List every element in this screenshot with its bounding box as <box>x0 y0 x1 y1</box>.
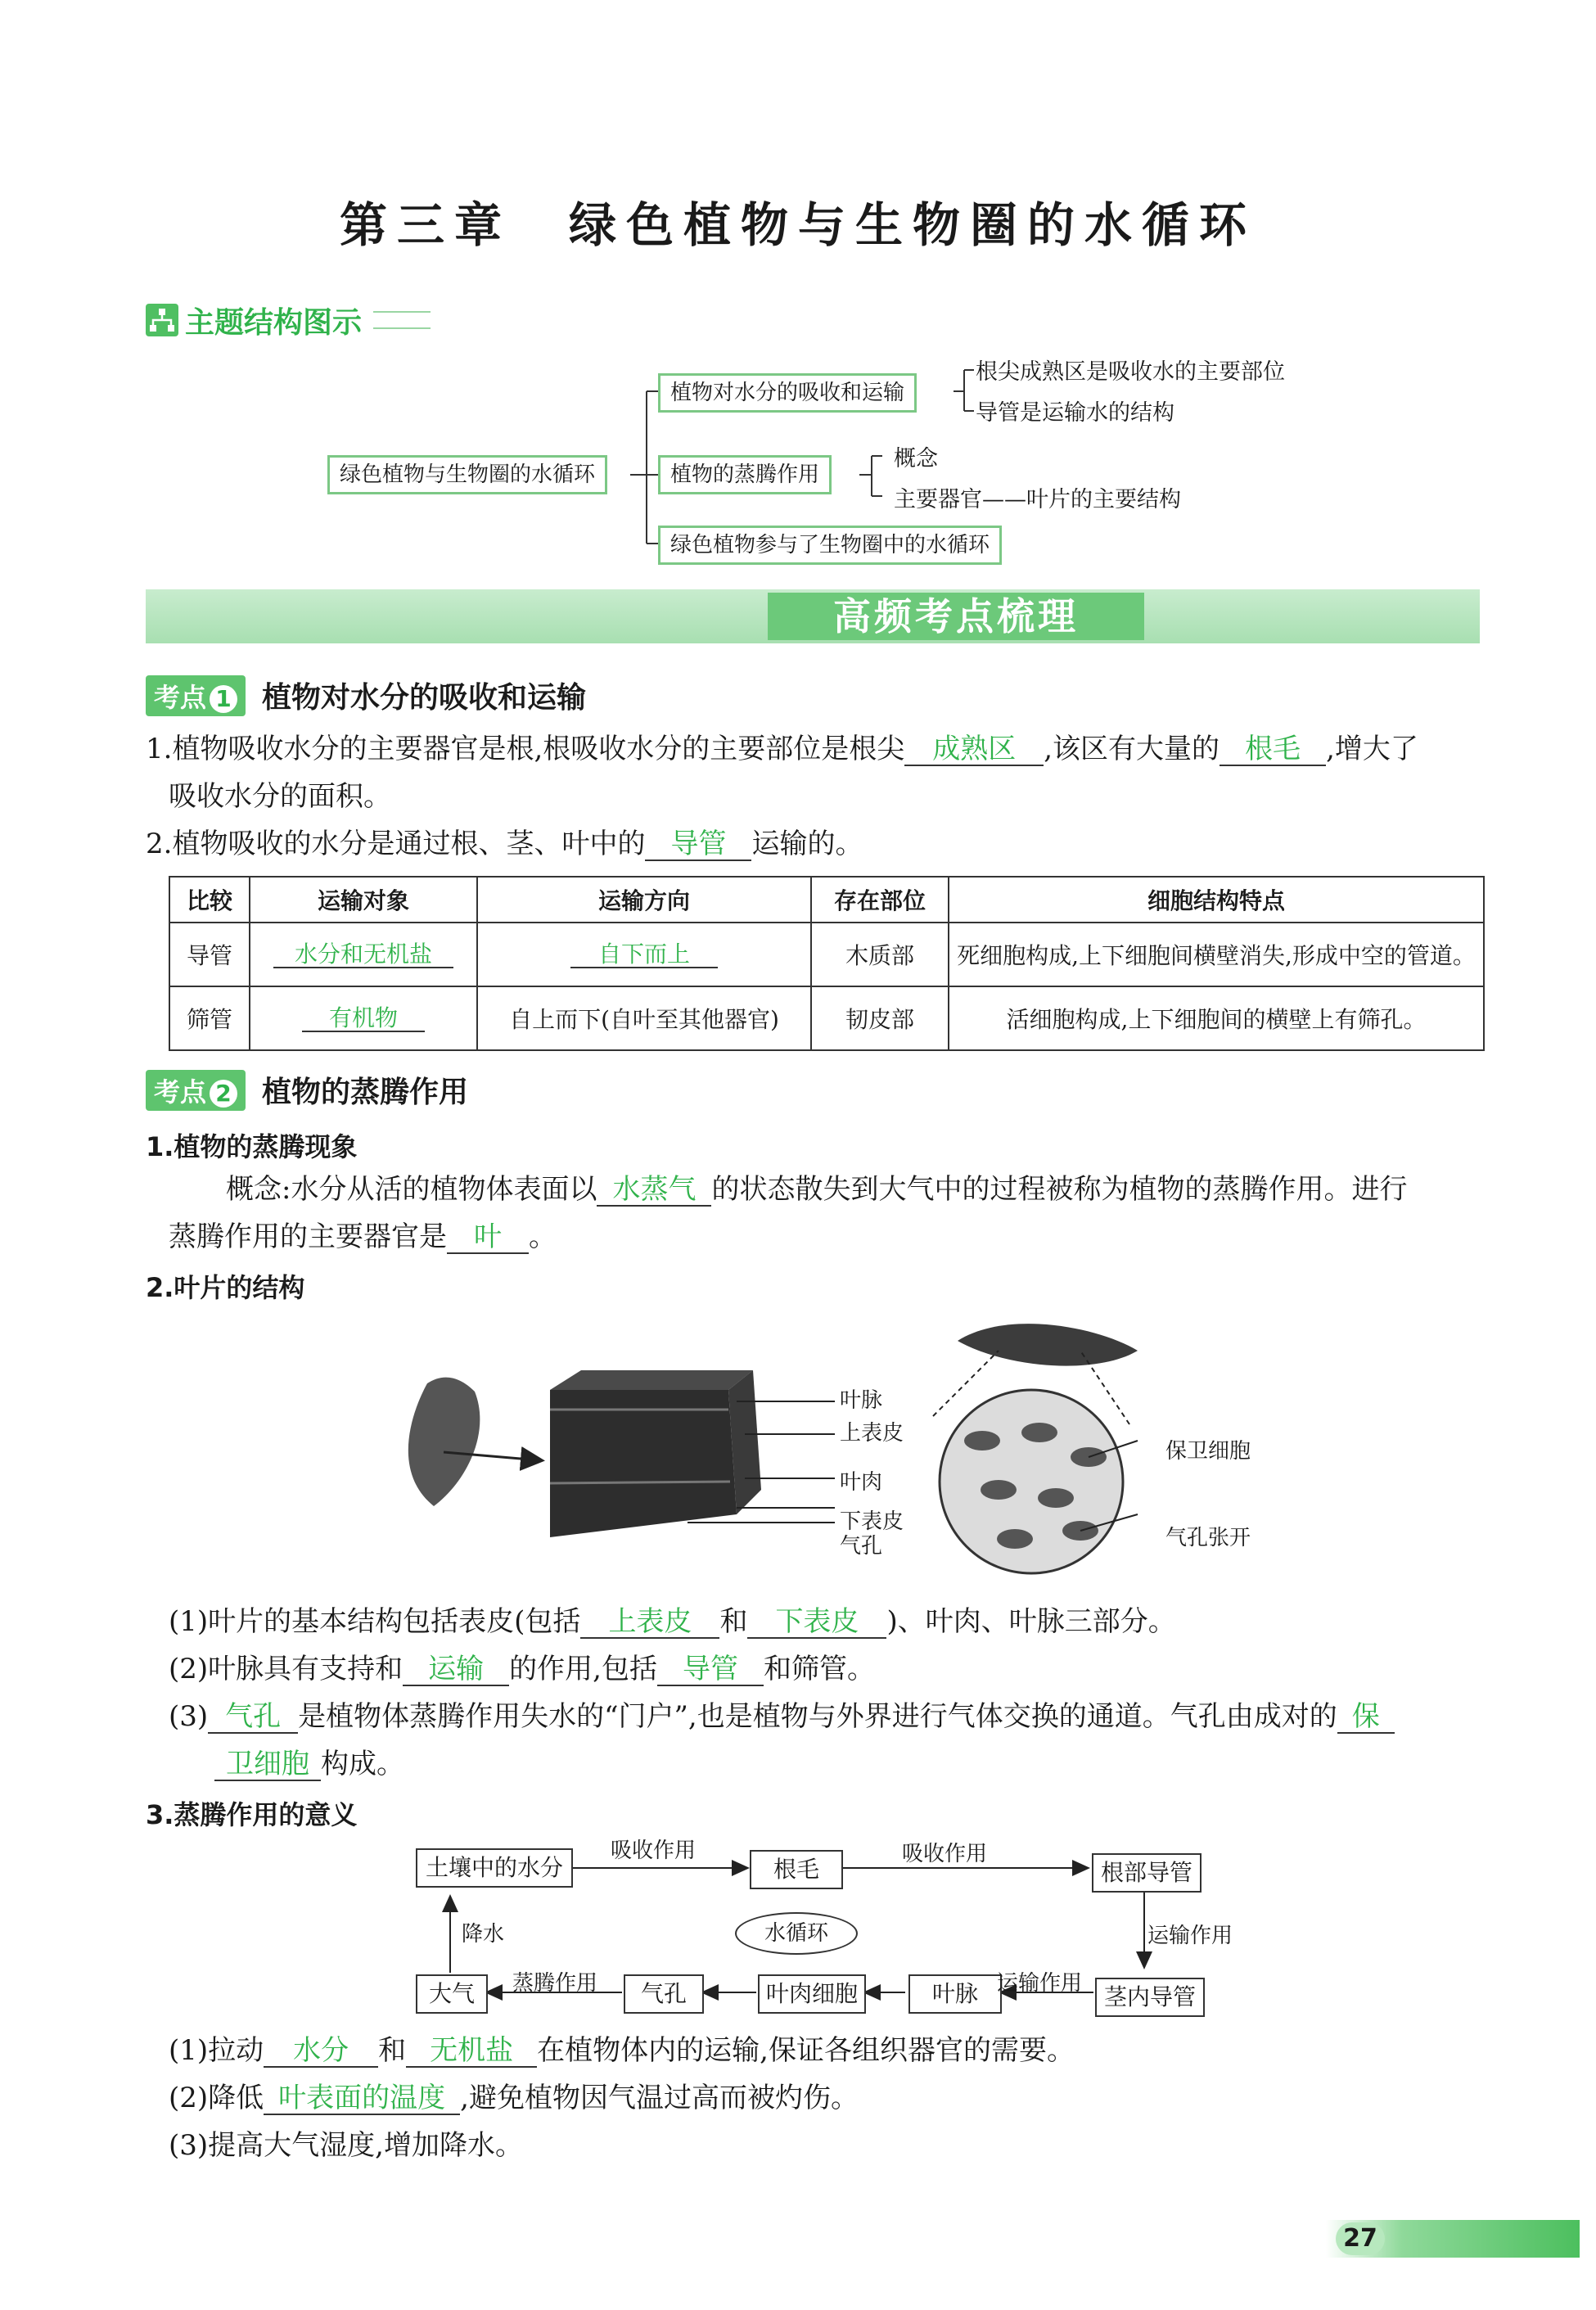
table-header-row: 比较 运输对象 运输方向 存在部位 细胞结构特点 <box>169 877 1484 923</box>
kp2-p1: (1)叶片的基本结构包括表皮(包括 上表皮 和 下表皮 )、叶肉、叶脉三部分。 <box>169 1605 1176 1638</box>
answer-blank[interactable]: 卫细胞 <box>214 1749 321 1781</box>
flow-label-absorb-2: 吸收作用 <box>902 1842 988 1866</box>
flow-soil-water: 土壤中的水分 <box>416 1848 573 1888</box>
answer-blank[interactable]: 上表皮 <box>580 1607 719 1639</box>
kp2-sub-2: 2.叶片的结构 <box>146 1272 305 1303</box>
flow-vein: 叶脉 <box>908 1974 1002 2014</box>
fig-label-upper-epidermis: 上表皮 <box>840 1421 904 1446</box>
flow-root-hair: 根毛 <box>750 1850 843 1889</box>
answer-blank[interactable]: 运输 <box>403 1654 509 1686</box>
theme-header: 主题结构图示 <box>146 301 431 339</box>
page-number: 27 <box>1336 2222 1385 2255</box>
mindmap-branch-3: 绿色植物参与了生物圈中的水循环 <box>658 526 1002 565</box>
flow-stem-vessel: 茎内导管 <box>1095 1978 1205 2017</box>
kp1-q2: 2.植物吸收的水分是通过根、茎、叶中的 导管 运输的。 <box>146 828 863 860</box>
kp2-concept: 概念:水分从活的植物体表面以 水蒸气 的状态散失到大气中的过程被称为植物的蒸腾作用。进行 <box>226 1173 1408 1206</box>
answer-blank[interactable]: 下表皮 <box>747 1607 886 1639</box>
kp2-label: 考点 2 <box>146 1070 246 1111</box>
kp2-p2: (2)叶脉具有支持和 运输 的作用,包括 导管 和筛管。 <box>169 1653 875 1685</box>
banner-title: 高频考点梳理 <box>768 593 1144 640</box>
answer-blank[interactable]: 自下而上 <box>570 942 718 969</box>
flow-atmosphere: 大气 <box>416 1974 488 2014</box>
answer-blank[interactable]: 成熟区 <box>904 734 1044 766</box>
mindmap-leaf-1b: 导管是运输水的结构 <box>976 400 1174 426</box>
mindmap-branch-2: 植物的蒸腾作用 <box>658 455 832 494</box>
kp2-p3: (3) 气孔 是植物体蒸腾作用失水的“门户”,也是植物与外界进行气体交换的通道。气孔由成对的 保 <box>169 1693 1495 1740</box>
flow-stoma: 气孔 <box>624 1974 704 2014</box>
kp2-title: 植物的蒸腾作用 <box>262 1076 469 1109</box>
answer-blank[interactable]: 导管 <box>657 1654 764 1686</box>
answer-blank[interactable]: 叶 <box>447 1222 529 1254</box>
fig-label-lower-epidermis: 下表皮 <box>840 1509 904 1534</box>
flow-label-rain: 降水 <box>462 1922 505 1947</box>
fig-label-stoma-open: 气孔张开 <box>1165 1526 1251 1550</box>
mindmap-root: 绿色植物与生物圈的水循环 <box>327 455 607 494</box>
kp1-label: 考点 1 <box>146 675 246 716</box>
flow-label-transport-2: 运输作用 <box>997 1971 1083 1996</box>
flow-water-cycle: 水循环 <box>735 1912 858 1955</box>
page-title: 第三章 绿色植物与生物圈的水循环 <box>339 197 1256 253</box>
answer-blank[interactable]: 根毛 <box>1220 734 1326 766</box>
kp2-sub-1: 1.植物的蒸腾现象 <box>146 1131 358 1162</box>
kp2-m1: (1)拉动 水分 和 无机盐 在植物体内的运输,保证各组织器官的需要。 <box>169 2034 1075 2067</box>
flow-label-transport: 运输作用 <box>1147 1924 1233 1948</box>
flow-root-vessel: 根部导管 <box>1092 1853 1202 1893</box>
flow-mesophyll: 叶肉细胞 <box>758 1974 866 2014</box>
kp1-q1-cont: 吸收水分的面积。 <box>169 780 391 813</box>
table-row: 筛管 有机物 自上而下(自叶至其他器官) 韧皮部 活细胞构成,上下细胞间的横壁上有筛孔。 <box>169 986 1484 1050</box>
kp2-concept-cont: 蒸腾作用的主要器官是 叶 。 <box>169 1220 557 1253</box>
table-row: 导管 水分和无机盐 自下而上 木质部 死细胞构成,上下细胞间横壁消失,形成中空的管道。 <box>169 923 1484 986</box>
answer-blank[interactable]: 水分和无机盐 <box>273 942 453 969</box>
kp2-p3-cont: 卫细胞 构成。 <box>214 1740 404 1788</box>
mindmap-branch-1: 植物对水分的吸收和运输 <box>658 373 917 413</box>
kp1-q1: 1.植物吸收水分的主要器官是根,根吸收水分的主要部位是根尖 成熟区 ,该区有大量的 根毛 ,增大了 <box>146 733 1418 765</box>
answer-blank[interactable]: 保 <box>1337 1702 1395 1734</box>
fig-label-vein: 叶脉 <box>840 1388 883 1413</box>
fig-label-mesophyll: 叶肉 <box>840 1470 883 1495</box>
answer-blank[interactable]: 叶表面的温度 <box>264 2083 460 2115</box>
answer-blank[interactable]: 无机盐 <box>406 2036 537 2068</box>
page-number-bar <box>1326 2220 1580 2258</box>
mindmap-leaf-2b: 主要器官——叶片的主要结构 <box>894 487 1181 512</box>
answer-blank[interactable]: 水蒸气 <box>597 1175 711 1207</box>
answer-blank[interactable]: 水分 <box>264 2036 378 2068</box>
fig-label-stoma: 气孔 <box>840 1534 883 1559</box>
kp2-m3: (3)提高大气湿度,增加降水。 <box>169 2129 523 2162</box>
fig-label-guard-cell: 保卫细胞 <box>1165 1439 1251 1464</box>
kp2-m2: (2)降低 叶表面的温度 ,避免植物因气温过高而被灼伤。 <box>169 2082 859 2114</box>
kp2-sub-3: 3.蒸腾作用的意义 <box>146 1799 358 1830</box>
answer-blank[interactable]: 气孔 <box>208 1702 298 1734</box>
flow-label-transpire: 蒸腾作用 <box>512 1971 598 1996</box>
flow-label-absorb-1: 吸收作用 <box>611 1839 697 1863</box>
mindmap-leaf-2a: 概念 <box>894 446 938 471</box>
answer-blank[interactable]: 有机物 <box>302 1006 425 1033</box>
answer-blank[interactable]: 导管 <box>645 829 751 861</box>
mindmap-leaf-1a: 根尖成熟区是吸收水的主要部位 <box>976 359 1285 385</box>
kp1-title: 植物对水分的吸收和运输 <box>262 681 587 715</box>
